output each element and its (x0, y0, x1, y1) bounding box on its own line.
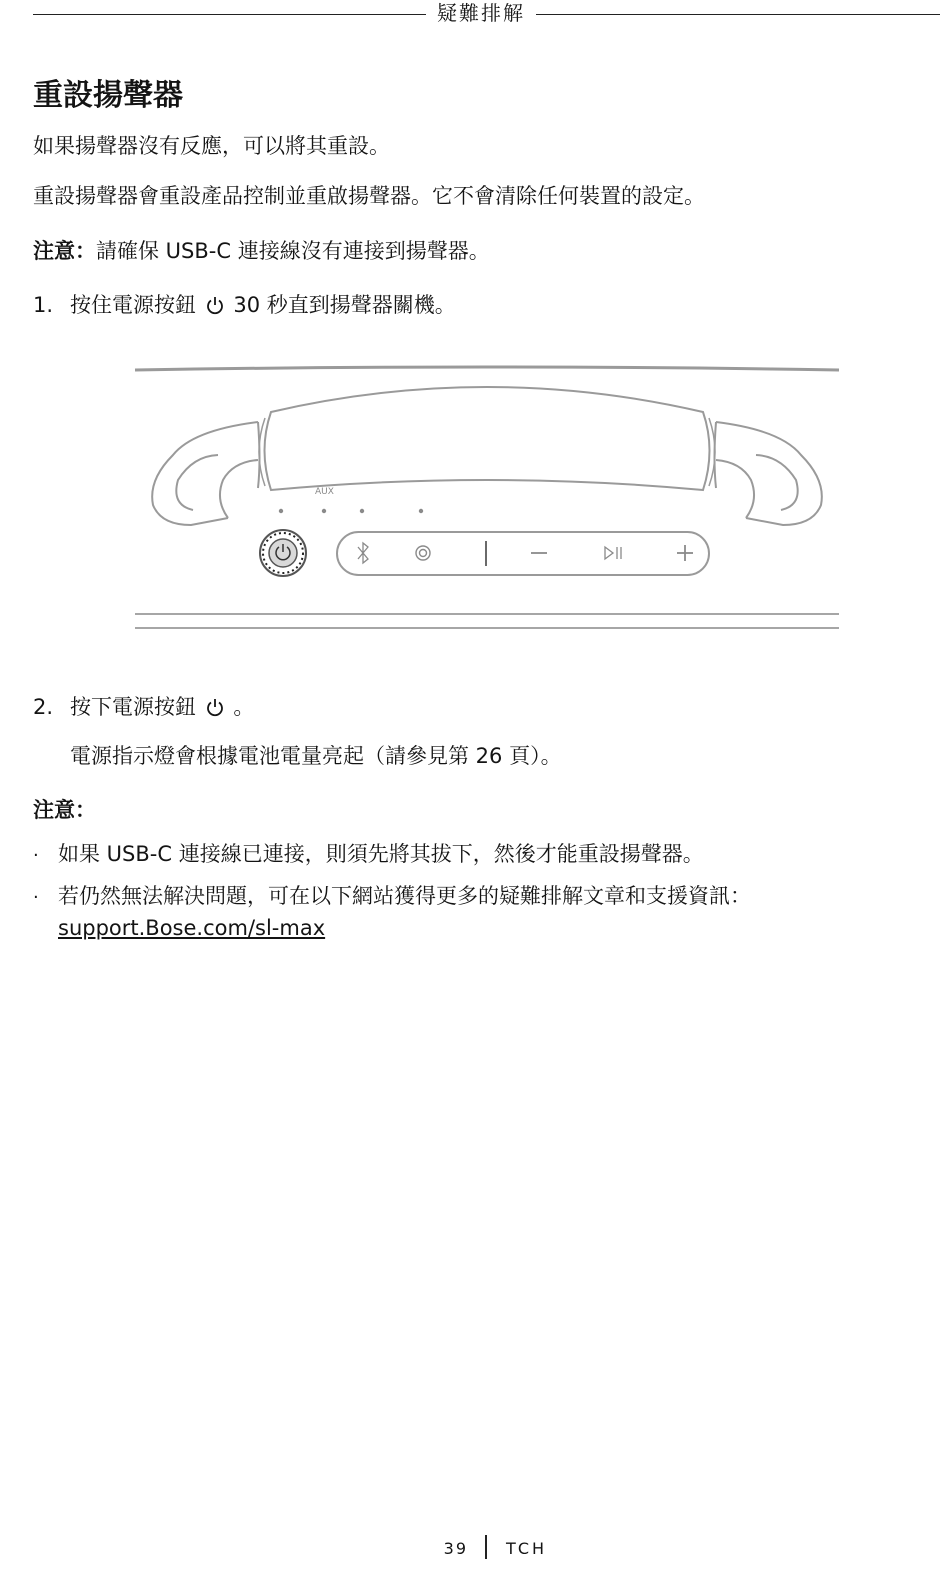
speaker-illustration (133, 360, 841, 640)
intro-text: 如果揚聲器沒有反應，可以將其重設。 (33, 134, 390, 158)
step-2-number: 2. (33, 695, 54, 719)
aux-label: AUX (315, 487, 334, 497)
speaker-handle-band (265, 387, 710, 490)
step-2-text-before: 按下電源按鈕 (70, 695, 196, 719)
footer-separator (485, 1535, 487, 1559)
page-heading: 重設揚聲器 (33, 78, 183, 113)
power-button-illustration (260, 530, 306, 576)
page-footer (0, 1535, 950, 1565)
note-2-bullet-2 (33, 881, 751, 913)
description-text: 重設揚聲器會重設產品控制並重啟揚聲器。它不會清除任何裝置的設定。 (33, 184, 705, 208)
header-rule-left (33, 14, 426, 15)
header-rule-right (536, 14, 940, 15)
right-handle (715, 422, 822, 525)
bullet-2-text: 若仍然無法解決問題，可在以下網站獲得更多的疑難排解文章和支援資訊： (58, 884, 751, 908)
bullet-1-text: 如果 USB-C 連接線已連接，則須先將其拔下，然後才能重設揚聲器。 (58, 842, 704, 866)
step-1-text-before: 按住電源按鈕 (70, 293, 196, 317)
note-1-text: 請確保 USB-C 連接線沒有連接到揚聲器。 (96, 239, 490, 263)
note-1-label: 注意： (33, 239, 96, 263)
step-1-number: 1. (33, 293, 54, 317)
speaker-top-edge (135, 367, 839, 370)
power-icon (205, 294, 225, 316)
step-1 (33, 290, 456, 320)
section-title: 疑難排解 (437, 1, 525, 25)
step-2-detail: 電源指示燈會根據電池電量亮起（請參見第 26 頁）。 (70, 744, 562, 768)
power-icon (205, 696, 225, 718)
bullet-dot: · (33, 845, 39, 866)
step-1-text-after: 30 秒直到揚聲器關機。 (233, 293, 456, 317)
note-1 (33, 236, 490, 266)
left-handle (152, 422, 259, 525)
step-2 (33, 692, 254, 722)
support-link[interactable]: support.Bose.com/sl-max (58, 916, 326, 940)
page-header (33, 0, 940, 30)
step-2-text-after: 。 (233, 695, 255, 719)
control-bar (337, 532, 709, 575)
bullet-dot: · (33, 887, 39, 908)
note-2-label: 注意： (33, 798, 96, 822)
language-code: TCH (506, 1539, 548, 1558)
indicator-lights (279, 509, 423, 513)
page-number: 39 (443, 1539, 468, 1558)
note-2-bullet-1 (33, 839, 704, 871)
